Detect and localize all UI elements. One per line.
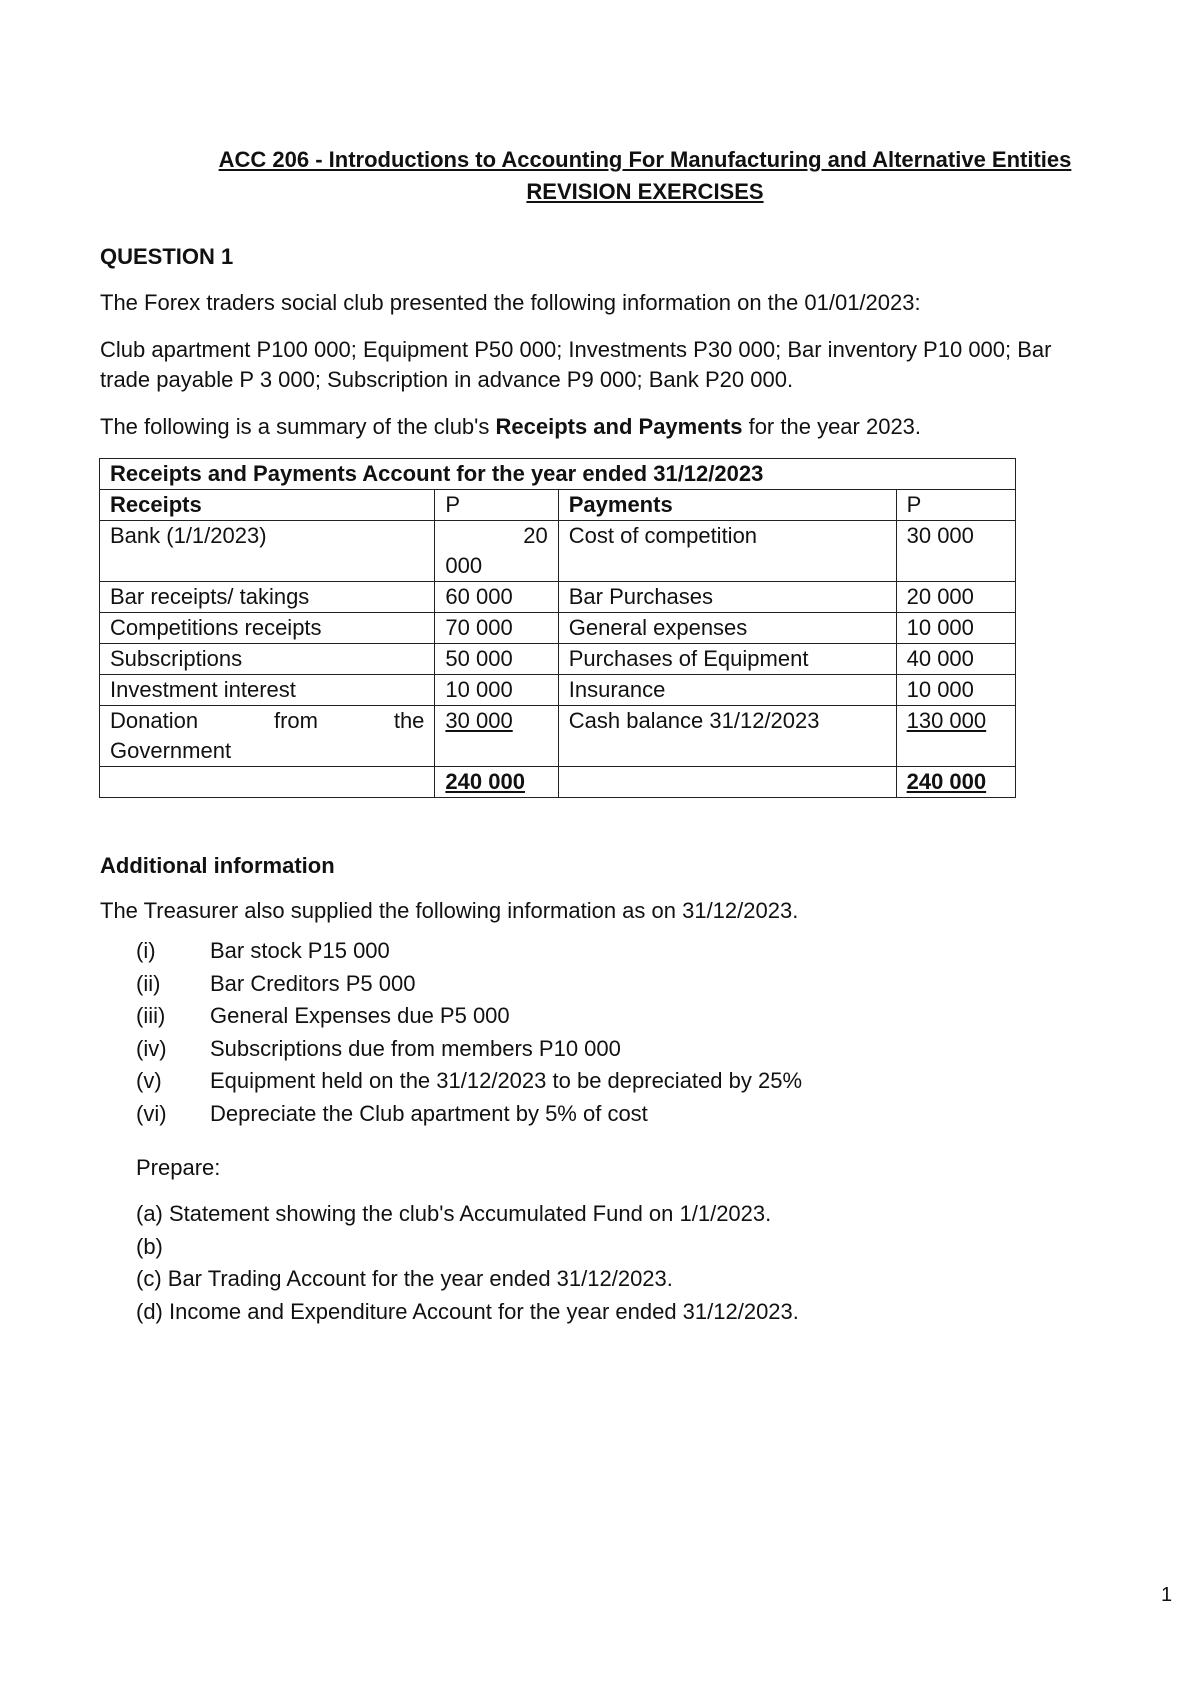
list-item-number: (ii) (136, 970, 161, 996)
additional-heading: Additional information (100, 853, 335, 878)
receipts-total-value: 240 000 (445, 769, 525, 794)
table-header-row (100, 490, 1016, 521)
list-item-number: (iv) (136, 1035, 167, 1061)
summary-suffix: for the year 2023. (742, 414, 922, 439)
list-item (136, 1033, 802, 1066)
prepare-item: (d) Income and Expenditure Account for the year ended 31/12/2023. (136, 1298, 799, 1324)
table-title-row (100, 459, 1016, 490)
receipt-item (100, 706, 435, 767)
prepare-item: (c) Bar Trading Account for the year ended 31/12/2023. (136, 1266, 673, 1291)
table-row (100, 706, 1016, 767)
prepare-list (136, 1198, 799, 1328)
payment-amount: 30 000 (896, 521, 1015, 582)
opening-balances-line-1: Club apartment P100 000; Equipment P50 000; Investments P30 000; Bar inventory P10 000; Bar (100, 337, 1052, 362)
header-payments-amount: P (896, 490, 1015, 521)
list-item (136, 935, 802, 968)
document-subtitle: REVISION EXERCISES (526, 179, 764, 204)
table-row (100, 582, 1016, 613)
prepare-label: Prepare: (136, 1155, 221, 1180)
summary-bold: Receipts and Payments (495, 414, 743, 439)
list-item (136, 1098, 802, 1131)
payments-total-value: 240 000 (906, 769, 987, 794)
receipts-total (435, 767, 558, 798)
payment-item: Cash balance 31/12/2023 (558, 706, 896, 767)
receipt-item-line-2: Government (110, 738, 232, 763)
list-item-text: Bar stock P15 000 (210, 938, 390, 963)
receipt-amount (435, 706, 558, 767)
summary-sentence (100, 412, 1180, 442)
list-item-number: (vi) (136, 1100, 167, 1126)
table-row (100, 613, 1016, 644)
payment-amount: 20 000 (896, 582, 1015, 613)
question-heading: QUESTION 1 (100, 244, 234, 269)
payment-amount: 40 000 (896, 644, 1015, 675)
receipt-item: Subscriptions (100, 644, 435, 675)
payment-item: Purchases of Equipment (558, 644, 896, 675)
list-item-text: Depreciate the Club apartment by 5% of cost (210, 1100, 648, 1126)
receipts-payments-table (99, 458, 1016, 798)
list-item (136, 1065, 802, 1098)
list-item-number: (i) (136, 938, 156, 963)
summary-prefix: The following is a summary of the club's (100, 414, 496, 439)
payment-amount (896, 706, 1015, 767)
table-row (100, 675, 1016, 706)
opening-balances (100, 335, 1180, 395)
opening-balances-line-2: trade payable P 3 000; Subscription in advance P9 000; Bank P20 000. (100, 367, 794, 392)
receipt-item: Investment interest (100, 675, 435, 706)
payment-amount: 10 000 (896, 675, 1015, 706)
list-item-number: (v) (136, 1068, 162, 1093)
receipt-amount-part: 20 (523, 523, 548, 548)
list-item-text: Equipment held on the 31/12/2023 to be depreciated by 25% (210, 1068, 803, 1093)
header-receipts: Receipts (100, 490, 435, 521)
receipt-amount: 10 000 (435, 675, 558, 706)
payments-total (896, 767, 1015, 798)
payment-amount: 10 000 (896, 613, 1015, 644)
list-item-text: General Expenses due P5 000 (210, 1003, 510, 1028)
receipt-item-line-1 (110, 706, 424, 736)
receipt-amount: 60 000 (435, 582, 558, 613)
receipt-amount-underlined: 30 000 (445, 708, 513, 733)
totals-label-cell (100, 767, 435, 798)
page-number: 1 (1161, 1584, 1173, 1606)
table-title: Receipts and Payments Account for the year ended 31/12/2023 (100, 459, 1016, 490)
receipt-amount-part: 000 (445, 553, 483, 578)
list-item-text: Subscriptions due from members P10 000 (210, 1035, 621, 1061)
receipt-item: Bar receipts/ takings (100, 582, 435, 613)
table-row (100, 521, 1016, 582)
receipt-item: Competitions receipts (100, 613, 435, 644)
question-intro: The Forex traders social club presented the following information on the 01/01/2023: (100, 290, 921, 315)
prepare-item: (a) Statement showing the club's Accumulated Fund on 1/1/2023. (136, 1201, 772, 1226)
table-row (100, 644, 1016, 675)
totals-blank-cell (558, 767, 896, 798)
list-item-text: Bar Creditors P5 000 (210, 970, 416, 996)
additional-intro: The Treasurer also supplied the following information as on 31/12/2023. (100, 898, 799, 923)
receipt-amount: 70 000 (435, 613, 558, 644)
header-payments: Payments (558, 490, 896, 521)
list-item-number: (iii) (136, 1003, 166, 1028)
payment-item: Cost of competition (558, 521, 896, 582)
list-item (136, 1000, 802, 1033)
receipt-word: Donation (110, 708, 199, 733)
receipt-item: Bank (1/1/2023) (100, 521, 435, 582)
additional-list (136, 935, 802, 1130)
payment-item: Bar Purchases (558, 582, 896, 613)
payment-amount-underlined: 130 000 (906, 708, 987, 733)
prepare-item: (b) (136, 1233, 163, 1259)
receipt-amount: 50 000 (435, 644, 558, 675)
receipt-word: from (273, 708, 318, 733)
document-title: ACC 206 - Introductions to Accounting For Manufacturing and Alternative Entities (218, 147, 1072, 172)
payment-item: Insurance (558, 675, 896, 706)
receipt-amount (435, 521, 558, 582)
payment-item: General expenses (558, 613, 896, 644)
list-item (136, 968, 802, 1001)
totals-row (100, 767, 1016, 798)
header-receipts-amount: P (435, 490, 558, 521)
receipt-word: the (393, 708, 425, 733)
